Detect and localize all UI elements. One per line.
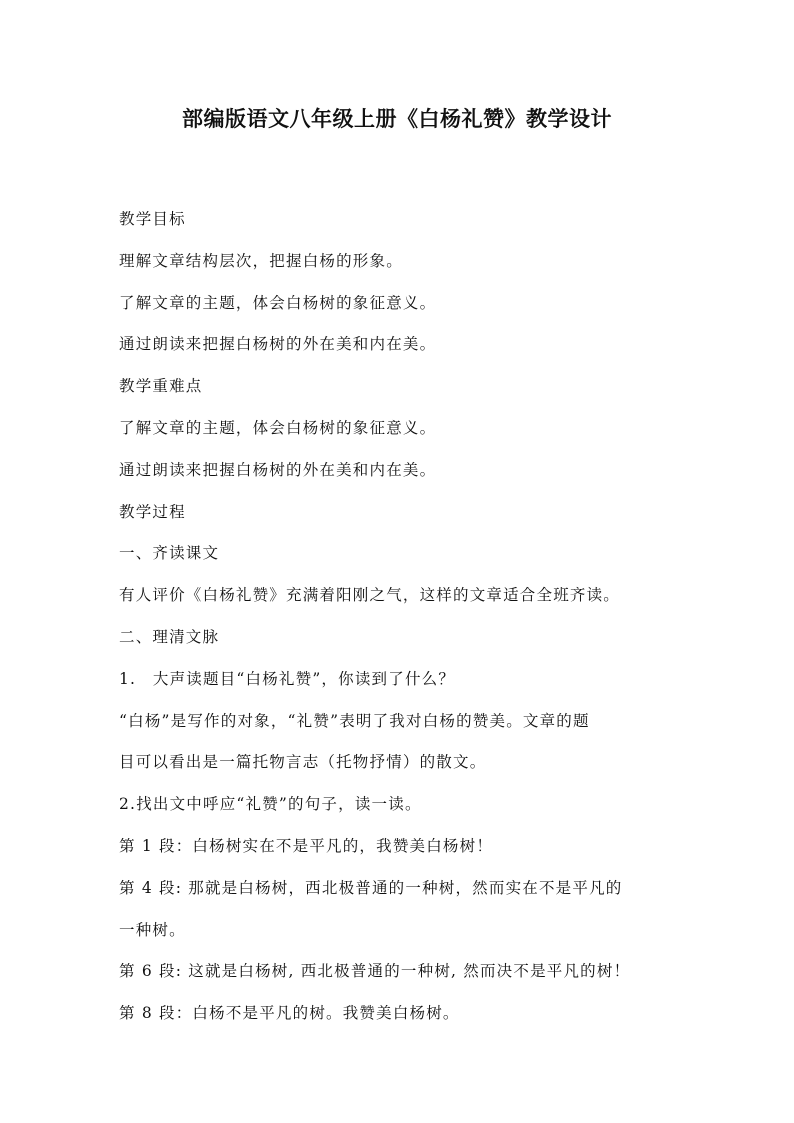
paragraph-line: 一种树。 xyxy=(119,920,186,939)
paragraph-line: “白杨”是写作的对象，“礼赞”表明了我对白杨的赞美。文章的题 xyxy=(119,711,590,730)
section-heading-key-points: 教学重难点 xyxy=(119,377,203,396)
paragraph-line: 了解文章的主题，体会白杨树的象征意义。 xyxy=(119,418,437,437)
subsection-heading: 二、理清文脉 xyxy=(119,627,220,646)
paragraph-line: 第 8 段：白杨不是平凡的树。我赞美白杨树。 xyxy=(119,1004,460,1023)
section-heading-objectives: 教学目标 xyxy=(119,210,186,228)
paragraph-line: 第 6 段: 这就是白杨树, 西北极普通的一种树, 然而决不是平凡的树！ xyxy=(119,962,631,981)
paragraph-line: 通过朗读来把握白杨树的外在美和内在美。 xyxy=(119,335,437,354)
subsection-heading: 一、齐读课文 xyxy=(119,544,220,563)
paragraph-line: 有人评价《白杨礼赞》充满着阳刚之气，这样的文章适合全班齐读。 xyxy=(119,586,621,605)
paragraph-line: 第 1 段：白杨树实在不是平凡的，我赞美白杨树！ xyxy=(119,836,494,855)
document-title: 部编版语文八年级上册《白杨礼赞》教学设计 xyxy=(182,107,612,131)
section-heading-process: 教学过程 xyxy=(119,502,186,521)
paragraph-line: 理解文章结构层次，把握白杨的形象。 xyxy=(119,251,403,270)
document-body xyxy=(119,199,699,1035)
paragraph-line: 第 4 段: 那就是白杨树，西北极普通的一种树，然而实在不是平凡的 xyxy=(119,878,623,897)
paragraph-line: 了解文章的主题，体会白杨树的象征意义。 xyxy=(119,293,437,312)
list-item: 2.找出文中呼应“礼赞”的句子，读一读。 xyxy=(119,795,422,814)
list-item: 1. 大声读题目“白杨礼赞”，你读到了什么？ xyxy=(119,669,456,688)
paragraph-line: 通过朗读来把握白杨树的外在美和内在美。 xyxy=(119,460,437,479)
paragraph-line: 目可以看出是一篇托物言志（托物抒情）的散文。 xyxy=(119,753,487,772)
